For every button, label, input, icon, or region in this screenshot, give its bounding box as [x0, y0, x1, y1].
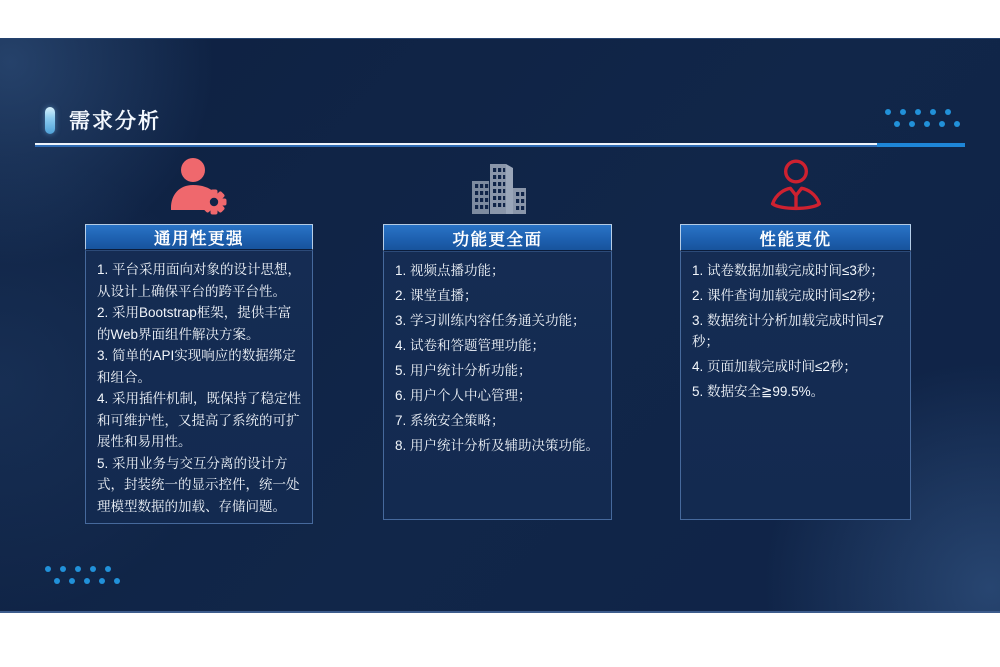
- card-list-item: 8. 用户统计分析及辅助决策功能。: [395, 438, 600, 453]
- card-list-item: 2. 课件查询加载完成时间≤2秒；: [692, 288, 884, 303]
- card-header: [680, 224, 911, 251]
- card-list-item: 7. 系统安全策略；: [395, 413, 505, 428]
- user-gear-icon: [85, 151, 313, 215]
- card-list-item: 5. 用户统计分析功能；: [395, 363, 532, 378]
- card-performance: [680, 224, 911, 520]
- card-list-item: 2. 采用Bootstrap框架，提供丰富的Web界面组件解决方案。: [97, 305, 292, 342]
- card-header: [85, 224, 313, 250]
- card-list-item: 3. 简单的API实现响应的数据绑定和组合。: [97, 348, 296, 385]
- card-list-item: 6. 用户个人中心管理；: [395, 388, 532, 403]
- card-title: 功能更全面: [452, 230, 543, 249]
- buildings-icon: [383, 151, 612, 215]
- card-body: [85, 250, 313, 524]
- header-divider: [35, 143, 965, 147]
- card-list-item: 2. 课堂直播；: [395, 288, 478, 303]
- card-list-item: 4. 试卷和答题管理功能；: [395, 338, 546, 353]
- card-body: [680, 251, 911, 520]
- card-list-item: 3. 数据统计分析加载完成时间≤7秒；: [692, 313, 884, 349]
- column-performance: [680, 151, 911, 520]
- card-list-item: 4. 采用插件机制，既保持了稳定性和可维护性，又提高了系统的可扩展性和易用性。: [97, 391, 302, 449]
- user-outline-icon: [680, 151, 911, 215]
- card-list-item: 5. 采用业务与交互分离的设计方式，封装统一的显示控件，统一处理模型数据的加载、存储问题。: [97, 455, 300, 514]
- card-list-item: 1. 视频点播功能；: [395, 263, 505, 278]
- card-header: [383, 224, 612, 251]
- card-list-item: 3. 学习训练内容任务通关功能；: [395, 313, 586, 328]
- title-bullet-pill: [45, 107, 55, 134]
- card-list-item: 5. 数据安全≧99.5%。: [692, 384, 825, 399]
- slide-background: [0, 38, 1000, 613]
- card-functionality: [383, 224, 612, 520]
- card-list-item: 1. 试卷数据加载完成时间≤3秒；: [692, 263, 884, 278]
- card-universality: [85, 224, 313, 520]
- card-title: 通用性更强: [154, 230, 244, 248]
- column-functionality: [383, 151, 612, 520]
- slide-header: [45, 105, 161, 135]
- card-list-item: 4. 页面加载完成时间≤2秒；: [692, 359, 857, 374]
- card-title: 性能更优: [759, 230, 832, 249]
- column-universality: [85, 151, 313, 520]
- page-title: 需求分析: [69, 110, 161, 133]
- card-list-item: 1. 平台采用面向对象的设计思想，从设计上确保平台的跨平台性。: [97, 262, 302, 299]
- card-body: [383, 251, 612, 520]
- dots-decoration-top-right: [885, 109, 960, 127]
- dots-decoration-bottom-left: [45, 566, 120, 584]
